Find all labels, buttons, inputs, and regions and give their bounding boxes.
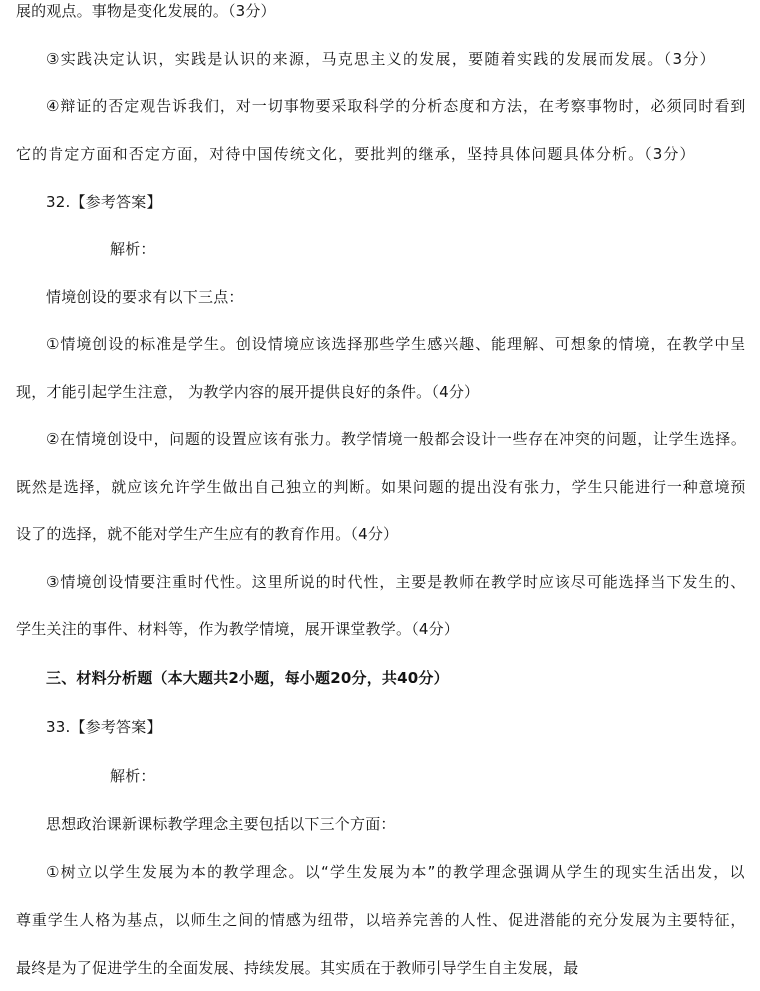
text-line-intro-33: 思想政治课新课标教学理念主要包括以下三个方面： xyxy=(46,815,396,833)
text-line-point-4: ④辩证的否定观告诉我们，对一切事物要采取科学的分析态度和方法，在考察事物时，必须同时看到 xyxy=(46,97,747,115)
text-line-item-3: ③情境创设情要注重时代性。这里所说的时代性，主要是教师在教学时应该尽可能选择当下发生的、 xyxy=(46,573,747,591)
text-line-item-3-cont: 学生关注的事件、材料等，作为教学情境，展开课堂教学。（4分） xyxy=(16,620,460,638)
text-line-continuation: 展的观点。事物是变化发展的。（3分） xyxy=(16,2,276,20)
text-line-item-2-cont-2: 设了的选择，就不能对学生产生应有的教育作用。（4分） xyxy=(16,525,399,543)
text-line-item-2-cont: 既然是选择，就应该允许学生做出自己独立的判断。如果问题的提出没有张力，学生只能进行一种意境预 xyxy=(16,478,747,496)
answer-heading-32: 32.【参考答案】 xyxy=(46,193,162,211)
text-line-concept-1: ①树立以学生发展为本的教学理念。以“学生发展为本”的教学理念强调从学生的现实生活出发，以 xyxy=(46,863,746,881)
answer-heading-33: 33.【参考答案】 xyxy=(46,718,162,736)
text-line-item-2: ②在情境创设中，问题的设置应该有张力。教学情境一般都会设计一些存在冲突的问题，让学生选择。 xyxy=(46,430,747,448)
section-heading-3: 三、材料分析题（本大题共2小题，每小题20分，共40分） xyxy=(46,669,449,687)
text-line-concept-1-cont-2: 最终是为了促进学生的全面发展、持续发展。其实质在于教师引导学生自主发展，最 xyxy=(16,959,579,977)
text-line-point-3: ③实践决定认识，实践是认识的来源，马克思主义的发展，要随着实践的发展而发展。（3分） xyxy=(46,50,716,68)
text-line-item-1-cont: 现，才能引起学生注意， 为教学内容的展开提供良好的条件。（4分） xyxy=(16,383,480,401)
text-line-intro-32: 情境创设的要求有以下三点： xyxy=(46,288,244,306)
text-line-point-4-cont: 它的肯定方面和否定方面，对待中国传统文化，要批判的继承，坚持具体问题具体分析。（3分） xyxy=(16,145,696,163)
text-line-item-1: ①情境创设的标准是学生。创设情境应该选择那些学生感兴趣、能理解、可想象的情境，在教学中呈 xyxy=(46,335,747,353)
text-line-concept-1-cont: 尊重学生人格为基点，以师生之间的情感为纽带，以培养完善的人性、促进潜能的充分发展为主要特征， xyxy=(16,911,747,929)
analysis-label-32: 解析： xyxy=(110,240,156,258)
analysis-label-33: 解析： xyxy=(110,767,156,785)
